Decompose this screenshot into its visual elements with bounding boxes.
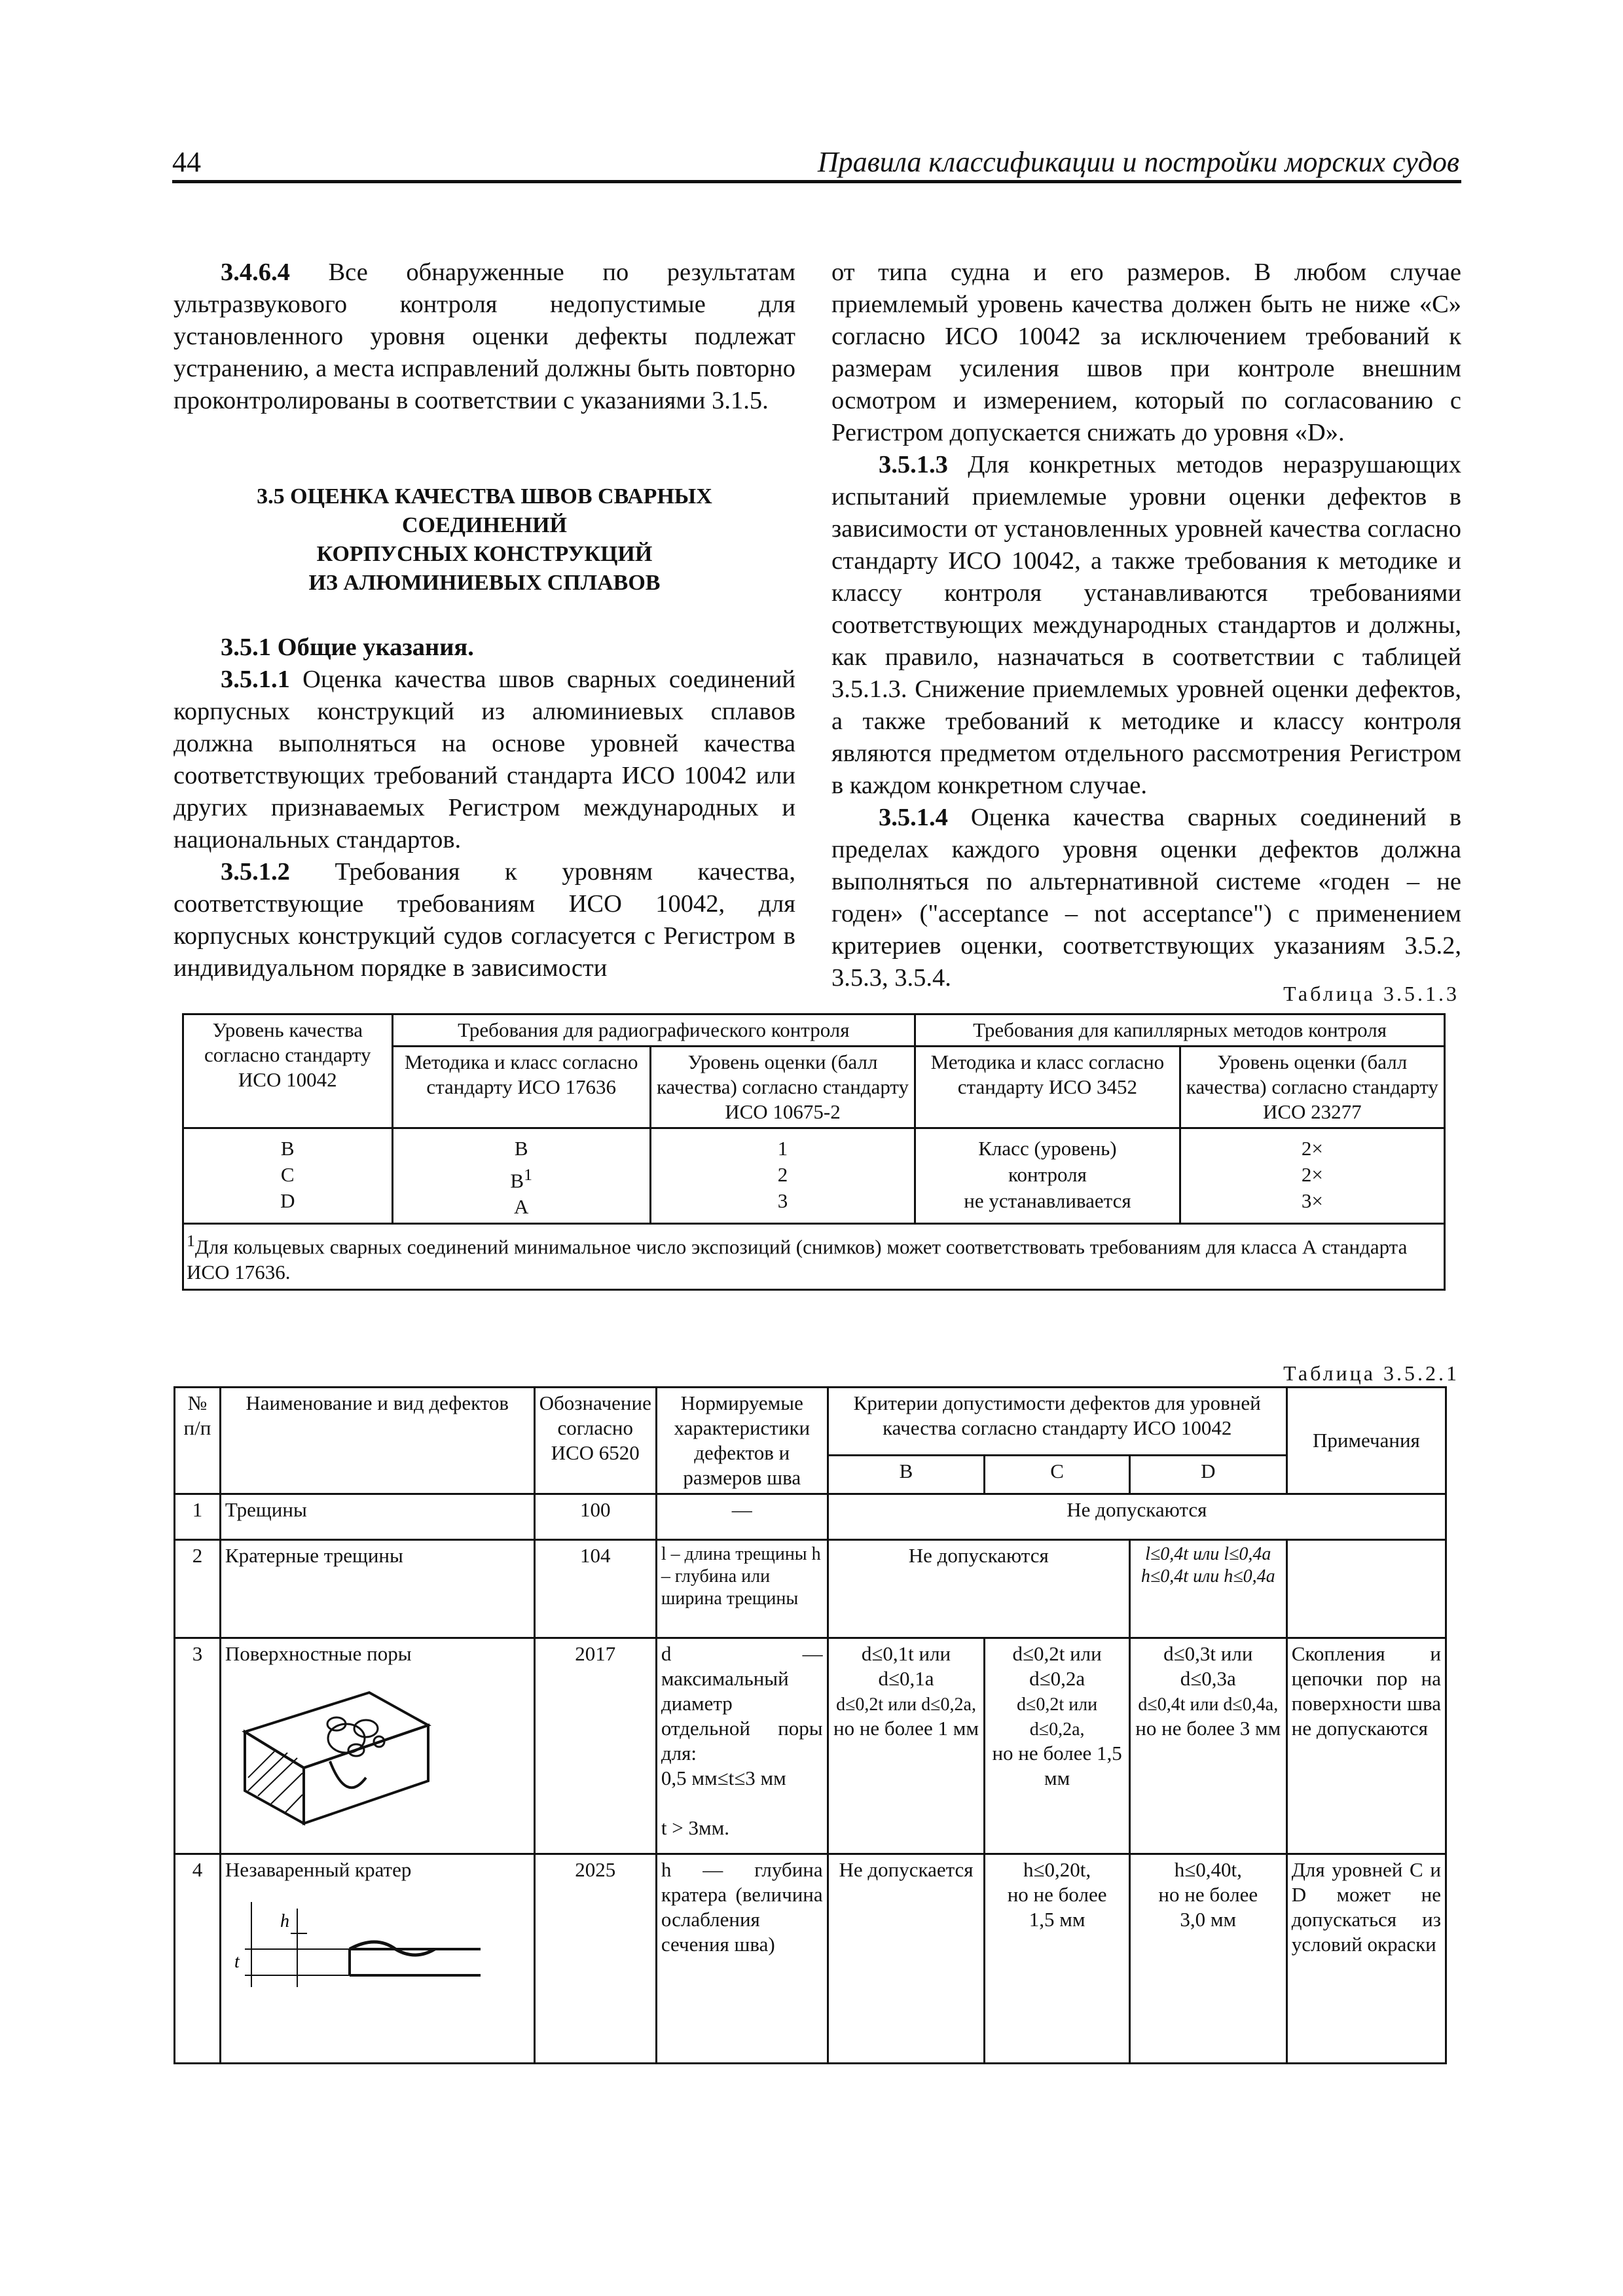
defect-code: 2017 <box>534 1638 656 1854</box>
cell-value: d≤0,1t или <box>861 1642 951 1665</box>
paragraph-3-5-1-1 <box>173 664 795 856</box>
paragraph-text: Оценка качества швов сварных соединений корпусных конструкций из алюминиевых сплавов должна выполняться на основе уровней качества соответствующих требований стандарта ИСО 10042 или других признаваемых Регистром международных и национальных стандартов. <box>173 666 795 853</box>
page-number: 44 <box>172 146 201 178</box>
defect-code: 100 <box>534 1494 656 1540</box>
table-row <box>175 1494 1446 1540</box>
header-characteristics: Нормируемые характеристики дефектов и размеров шва <box>656 1388 828 1494</box>
cell-value: B <box>510 1169 524 1193</box>
cell-value: d≤0,2t или d≤0,2a, <box>1017 1695 1098 1740</box>
table-footnote <box>183 1224 1445 1289</box>
header-criteria: Критерии допустимости дефектов для уровней качества согласно стандарту ИСО 10042 <box>828 1388 1286 1456</box>
table-row <box>175 1854 1446 2064</box>
header-level-b: B <box>828 1456 985 1494</box>
cell-value: 0,5 мм≤t≤3 мм <box>661 1767 786 1789</box>
dimension-label-h: h <box>280 1911 289 1931</box>
criteria-all: Не допускаются <box>828 1494 1446 1540</box>
dimension-label-t: t <box>234 1952 240 1972</box>
cell-value: d≤0,1a <box>878 1667 934 1690</box>
sub-heading <box>173 632 795 664</box>
cell-value: B <box>514 1137 528 1160</box>
table-row <box>175 1540 1446 1638</box>
header-num: № п/п <box>175 1388 221 1494</box>
table-caption: Таблица 3.5.2.1 <box>1283 1361 1459 1385</box>
criteria-d <box>1129 1540 1286 1638</box>
header-rule <box>172 180 1461 183</box>
cell-value: d≤0,4t или d≤0,4a, <box>1138 1695 1279 1715</box>
cell-capil-method <box>915 1128 1180 1224</box>
paragraph-3-5-1-2 <box>173 856 795 984</box>
cell-value: h≤0,4t или h≤0,4a <box>1140 1566 1275 1587</box>
notes: Для уровней C и D может не допускаться из условий окраски <box>1286 1854 1446 2064</box>
notes <box>1286 1540 1446 1638</box>
header-notes: Примечания <box>1286 1388 1446 1494</box>
header-radio-method: Методика и класс согласно стандарту ИСО 17636 <box>392 1047 650 1128</box>
cell-capil-level <box>1180 1128 1444 1224</box>
cell-value: Класс (уровень) <box>978 1137 1117 1160</box>
footnote-mark: 1 <box>187 1231 195 1251</box>
cell-value: d≤0,3a <box>1180 1667 1236 1690</box>
cell-value: 2× <box>1301 1163 1323 1186</box>
cell-value: но не более 1 мм <box>833 1717 979 1740</box>
surface-pores-illustration <box>225 1679 435 1830</box>
cell-value: 1,5 мм <box>1029 1908 1085 1931</box>
cell-value: h≤0,20t, <box>1023 1858 1091 1881</box>
row-num: 2 <box>175 1540 221 1638</box>
header-capil-method: Методика и класс согласно стандарту ИСО 3452 <box>915 1047 1180 1128</box>
running-title: Правила классификации и постройки морских судов <box>817 146 1459 178</box>
clause-number: 3.5.1.3 <box>879 451 948 478</box>
cell-value: но не более 1,5 мм <box>992 1742 1122 1789</box>
footnote-text: Для кольцевых сварных соединений минимальное число экспозиций (снимков) может соответствовать требованиям для класса А стандарта ИСО 17636. <box>187 1235 1408 1283</box>
header-radiographic: Требования для радиографического контроля <box>392 1014 915 1047</box>
paragraph-3-4-6-4 <box>173 257 795 417</box>
footnote-mark: 1 <box>524 1165 532 1184</box>
cell-value: не устанавливается <box>964 1189 1131 1212</box>
cell-value: 2 <box>777 1163 788 1186</box>
header-level-c: C <box>985 1456 1129 1494</box>
defect-name <box>220 1638 534 1854</box>
clause-number: 3.5.1.2 <box>221 858 290 886</box>
sub-heading-text: 3.5.1 Общие указания. <box>221 634 474 661</box>
cell-value: d≤0,2a <box>1029 1667 1085 1690</box>
right-column <box>831 257 1461 994</box>
defect-name <box>220 1854 534 2064</box>
cell-value: A <box>514 1195 529 1219</box>
cell-radio-method <box>392 1128 650 1224</box>
header-capillary: Требования для капиллярных методов контроля <box>915 1014 1445 1047</box>
table-3-5-1-3 <box>182 1013 1446 1291</box>
cell-radio-level <box>650 1128 915 1224</box>
criteria-d <box>1129 1854 1286 2064</box>
cell-value: B <box>280 1137 295 1160</box>
table-3-5-2-1 <box>173 1386 1447 2064</box>
paragraph-3-5-1-4 <box>831 802 1461 994</box>
defect-characteristics <box>656 1638 828 1854</box>
section-heading-line: КОРПУСНЫХ КОНСТРУКЦИЙ <box>316 542 653 566</box>
defect-name-text: Поверхностные поры <box>225 1642 412 1665</box>
defect-characteristics: l – длина трещины h – глубина или ширина трещины <box>656 1540 828 1638</box>
paragraph-3-5-1-3 <box>831 449 1461 802</box>
cell-value: t > 3мм. <box>661 1816 729 1839</box>
cell-value: 1 <box>777 1137 788 1160</box>
header-code: Обозначение согласно ИСО 6520 <box>534 1388 656 1494</box>
cell-value: 2× <box>1301 1137 1323 1160</box>
cell-value: но не более 3 мм <box>1135 1717 1281 1740</box>
defect-code: 104 <box>534 1540 656 1638</box>
header-radio-level: Уровень оценки (балл качества) согласно стандарту ИСО 10675-2 <box>650 1047 915 1128</box>
defect-name: Кратерные трещины <box>220 1540 534 1638</box>
row-num: 1 <box>175 1494 221 1540</box>
criteria-d <box>1129 1638 1286 1854</box>
cell-levels <box>183 1128 393 1224</box>
clause-number: 3.4.6.4 <box>221 259 290 286</box>
section-heading-line: ИЗ АЛЮМИНИЕВЫХ СПЛАВОВ <box>308 571 661 595</box>
defect-characteristics: — <box>656 1494 828 1540</box>
criteria-c <box>985 1638 1129 1854</box>
cell-value: но не более <box>1158 1883 1258 1906</box>
notes: Скопления и цепочки пор на поверхности шва не допускаются <box>1286 1638 1446 1854</box>
paragraph-text: Все обнаруженные по результатам ультразвукового контроля недопустимые для установленного уровня оценки дефекты подлежат устранению, а места исправлений должны быть повторно проконтролированы в соответствии с указаниями 3.1.5. <box>173 259 795 414</box>
defect-name-text: Незаваренный кратер <box>225 1858 412 1881</box>
cell-value: l≤0,4t или l≤0,4a <box>1145 1544 1271 1564</box>
cell-value: d — максимальный диаметр отдельной поры для: <box>661 1642 823 1765</box>
header-name: Наименование и вид дефектов <box>220 1388 534 1494</box>
header-level-d: D <box>1129 1456 1286 1494</box>
section-heading-line: 3.5 ОЦЕНКА КАЧЕСТВА ШВОВ СВАРНЫХ СОЕДИНЕНИЙ <box>257 484 712 537</box>
header-capil-level: Уровень оценки (балл качества) согласно стандарту ИСО 23277 <box>1180 1047 1444 1128</box>
header-quality-level: Уровень качества согласно стандарту ИСО 10042 <box>183 1014 393 1128</box>
table-row <box>175 1638 1446 1854</box>
row-num: 3 <box>175 1638 221 1854</box>
cell-value: d≤0,2t или d≤0,2a, <box>836 1695 976 1715</box>
section-heading <box>173 482 795 598</box>
paragraph-continued: от типа судна и его размеров. В любом случае приемлемый уровень качества должен быть не ниже «C» согласно ИСО 10042 за исключением требований к размерам усиления швов при контроле внешним осмотром и измерением, который по согласованию с Регистром допускается снижать до уровня «D». <box>831 259 1461 446</box>
left-column <box>173 257 795 984</box>
criteria-bc: Не допускаются <box>828 1540 1129 1638</box>
defect-code: 2025 <box>534 1854 656 2064</box>
cell-value: но не более <box>1007 1883 1107 1906</box>
defect-name: Трещины <box>220 1494 534 1540</box>
cell-value: d≤0,3t или <box>1163 1642 1253 1665</box>
cell-value: контроля <box>1008 1163 1087 1186</box>
criteria-c <box>985 1854 1129 2064</box>
cell-value: C <box>280 1163 295 1186</box>
cell-value: d≤0,2t или <box>1012 1642 1102 1665</box>
cell-value: 3,0 мм <box>1180 1908 1237 1931</box>
cell-value: 3 <box>777 1189 788 1212</box>
paragraph-text: Для конкретных методов неразрушающих испытаний приемлемые уровни оценки дефектов в зависимости от установленных уровней качества согласно стандарту ИСО 10042, а также требования к методике и классу контроля устанавливаются требованиями соответствующих международных стандартов и должны, как правило, назначаться в соответствии с таблицей 3.5.1.3. Снижение приемлемых уровней оценки дефектов, а также требований к методике и классу контроля являются предметом отдельного рассмотрения Регистром в каждом конкретном случае. <box>831 451 1461 799</box>
defect-characteristics: h — глубина кратера (величина ослабления сечения шва) <box>656 1854 828 2064</box>
clause-number: 3.5.1.4 <box>879 804 948 831</box>
table-caption: Таблица 3.5.1.3 <box>1283 982 1459 1005</box>
cell-value: h≤0,40t, <box>1174 1858 1242 1881</box>
cell-value: D <box>280 1189 295 1212</box>
row-num: 4 <box>175 1854 221 2064</box>
criteria-b <box>828 1638 985 1854</box>
cell-value: 3× <box>1301 1189 1323 1212</box>
paragraph-text: Оценка качества сварных соединений в пределах каждого уровня оценки дефектов должна выполняться по альтернативной системе «годен – не годен» ("acceptance – not acceptance") с применением критериев оценки, соответствующих указаниям 3.5.2, 3.5.3, 3.5.4. <box>831 804 1461 992</box>
clause-number: 3.5.1.1 <box>221 666 290 693</box>
paragraph-text: Требования к уровням качества, соответствующие требованиям ИСО 10042, для корпусных конструкций судов согласуется с Регистром в индивидуальном порядке в зависимости <box>173 858 795 982</box>
criteria-b: Не допускается <box>828 1854 985 2064</box>
unfilled-crater-illustration <box>225 1895 487 1994</box>
